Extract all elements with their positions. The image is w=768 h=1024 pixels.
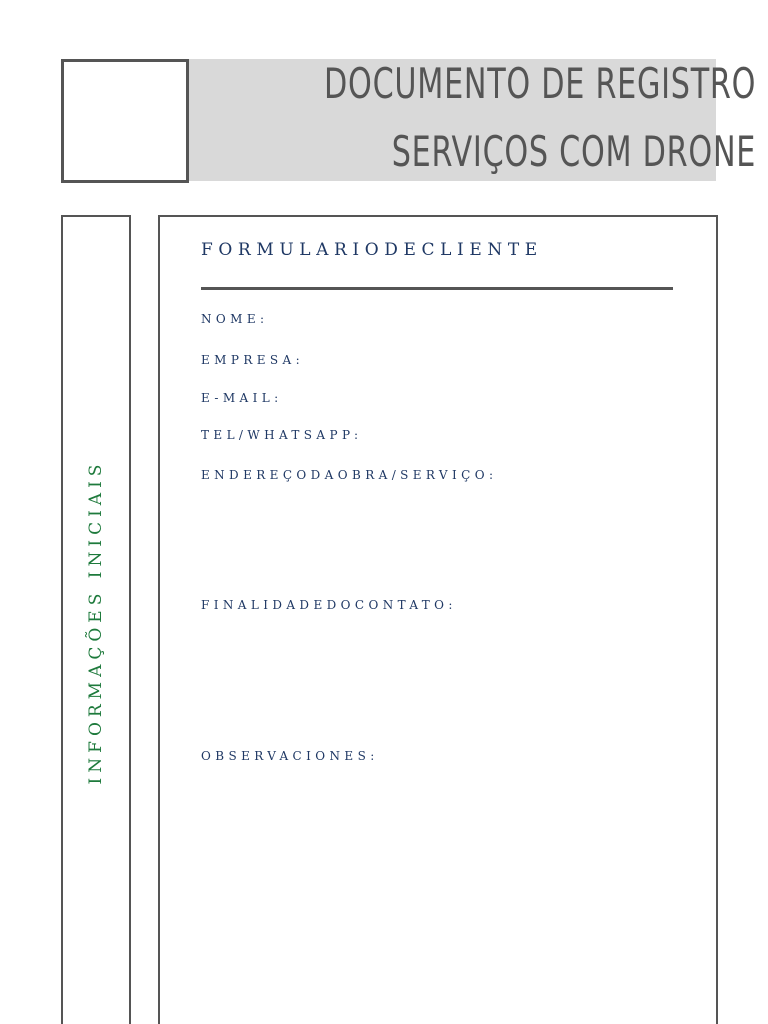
field-label-observaciones: OBSERVACIONES: xyxy=(201,749,379,763)
document-title-line-2: SERVIÇOS COM DRONE xyxy=(391,127,756,176)
field-label-endereco: ENDEREÇODAOBRA/SERVIÇO: xyxy=(201,468,498,482)
side-panel-label: INFORMAÇÕES INICIAIS xyxy=(86,459,106,785)
document-title-line-1: DOCUMENTO DE REGISTRO xyxy=(323,59,756,108)
form-title: FORMULARIODECLIENTE xyxy=(201,240,543,260)
field-label-email: E-MAIL: xyxy=(201,391,283,405)
field-label-finalidade: FINALIDADEDOCONTATO: xyxy=(201,598,457,612)
field-label-telefone: TEL/WHATSAPP: xyxy=(201,428,363,442)
field-label-nome: NOME: xyxy=(201,312,269,326)
field-label-empresa: EMPRESA: xyxy=(201,353,305,367)
logo-placeholder xyxy=(61,59,189,183)
form-panel xyxy=(158,215,718,1024)
form-title-divider xyxy=(201,287,673,290)
